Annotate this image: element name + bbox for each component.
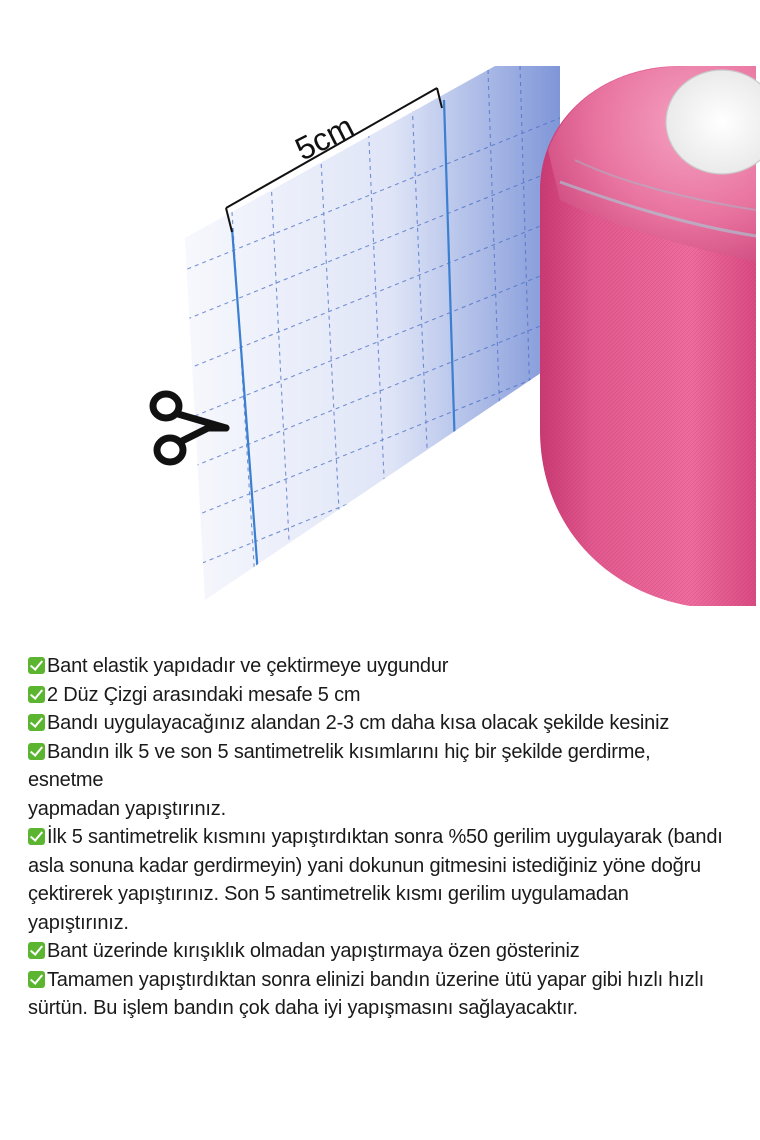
instruction-item [28, 709, 728, 738]
instruction-item [28, 652, 728, 681]
check-icon [28, 942, 45, 959]
check-icon [28, 714, 45, 731]
instruction-first-line [28, 709, 728, 738]
check-icon [28, 971, 45, 988]
instruction-continuation-line [28, 909, 728, 938]
instruction-text: Bandın ilk 5 ve son 5 santimetrelik kısımlarını hiç bir şekilde gerdirme, esnetme [28, 740, 656, 791]
instruction-item [28, 937, 728, 966]
instruction-first-line [28, 681, 728, 710]
instruction-list [28, 652, 728, 1023]
instruction-text: 2 Düz Çizgi arasındaki mesafe 5 cm [47, 683, 361, 706]
instruction-first-line [28, 823, 728, 852]
kinesiology-tape-roll [540, 66, 760, 606]
instruction-item [28, 823, 728, 937]
measurement-label: 5cm [289, 107, 360, 168]
instruction-text: Bant elastik yapıdadır ve çektirmeye uygundur [47, 655, 449, 677]
instruction-text: çektirerek yapıştırınız. Son 5 santimetrelik kısmı gerilim uygulamadan [28, 883, 629, 905]
instruction-text: Bandı uygulayacağınız alandan 2-3 cm daha kısa olacak şekilde kesiniz [47, 712, 670, 734]
instruction-text: İlk 5 santimetrelik kısmını yapıştırdıktan sonra %50 gerilim uygulayarak (bandı [47, 826, 723, 848]
instruction-text: Bant üzerinde kırışıklık olmadan yapıştırmaya özen gösteriniz [47, 940, 580, 962]
instruction-text: yapıştırınız. [28, 911, 129, 934]
instruction-continuation-line [28, 795, 728, 824]
instruction-text: asla sonuna kadar gerdirmeyin) yani dokunun gitmesini istediğiniz yöne doğru [28, 854, 701, 877]
instruction-text: sürtün. Bu işlem bandın çok daha iyi yapışmasını sağlayacaktır. [28, 997, 578, 1019]
instruction-first-line [28, 738, 728, 795]
instruction-item [28, 966, 728, 1023]
check-icon [28, 686, 45, 703]
instruction-first-line [28, 652, 728, 681]
check-icon [28, 828, 45, 845]
instruction-text: yapmadan yapıştırınız. [28, 797, 226, 820]
tape-backing-paper [180, 66, 560, 600]
instruction-text: Tamamen yapıştırdıktan sonra elinizi bandın üzerine ütü yapar gibi hızlı hızlı [47, 968, 704, 991]
check-icon [28, 743, 45, 760]
instruction-item [28, 738, 728, 824]
instruction-item [28, 681, 728, 710]
check-icon [28, 657, 45, 674]
instruction-continuation-line [28, 852, 728, 881]
instruction-first-line [28, 966, 728, 995]
instruction-continuation-line [28, 880, 728, 909]
instruction-first-line [28, 937, 728, 966]
instruction-continuation-line [28, 994, 728, 1023]
